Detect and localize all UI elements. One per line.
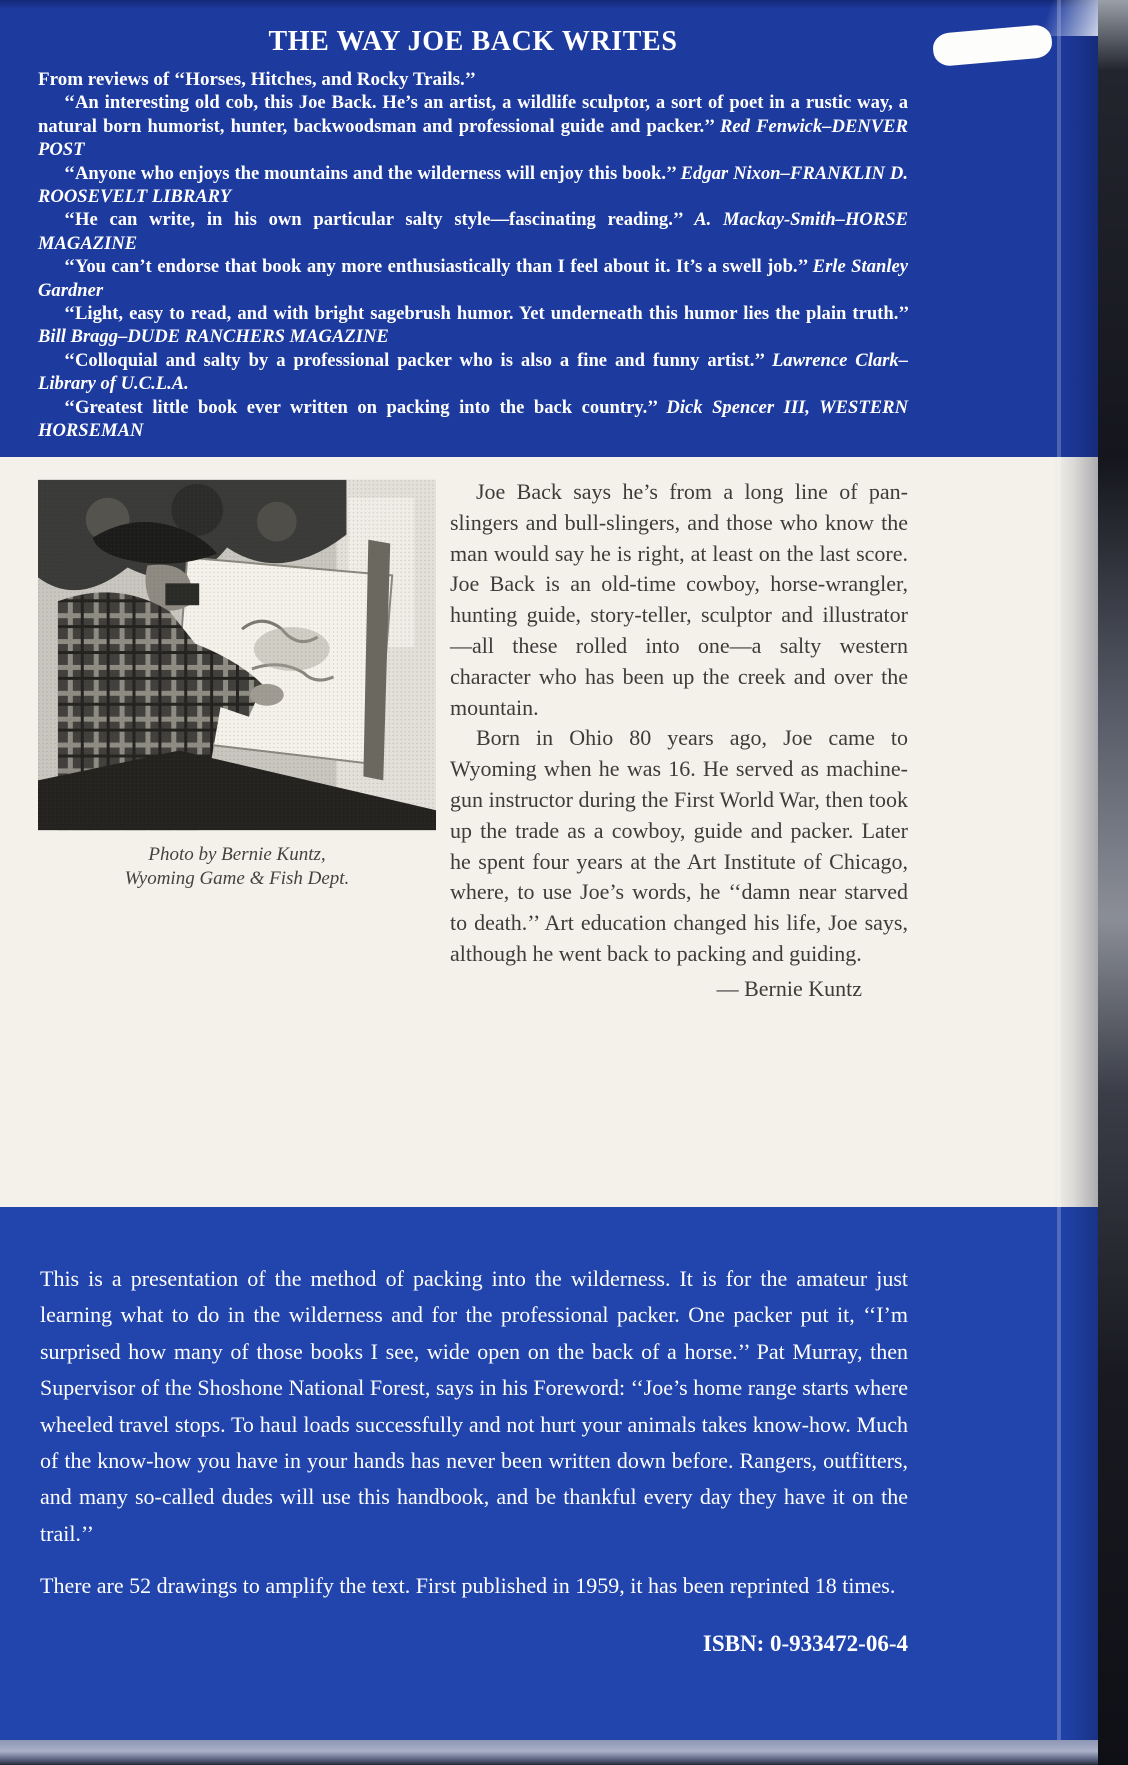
reviews-section xyxy=(0,0,1098,457)
photo-caption-line1: Photo by Bernie Kuntz, xyxy=(148,844,326,865)
photo-caption xyxy=(38,843,436,891)
joe-back-photo xyxy=(38,479,436,831)
review-attribution: Edgar Nixon–FRANKLIN D. ROOSEVELT LIBRARY xyxy=(38,162,909,208)
book-edge-bottom xyxy=(0,1740,1098,1765)
review-quote: ‘‘Colloquial and salty by a professional packer who is also a fine and funny artist.’’ xyxy=(64,349,764,371)
review-attribution: Erle Stanley Gardner xyxy=(38,256,908,301)
book-edge-right xyxy=(1098,0,1128,1765)
review-attribution: Dick Spencer III, WESTERN HORSEMAN xyxy=(38,396,908,442)
bio-paragraph-2: Born in Ohio 80 years ago, Joe came to Wyoming when he was 16. He served as machine-gun instructor during the First World War, then took up the trade as a cowboy, guide and packer. Later he spent four years at the Art Institute of Chicago, where, to use Joe’s words, he ‘‘damn near starved to death.’’ Art education changed his life, Joe says, although he went back to packing and guiding. xyxy=(450,725,908,966)
review-quote: ‘‘An interesting old cob, this Joe Back. He’s an artist, a wildlife sculptor, a sort of poet in a rustic way, a natural born humorist, hunter, backwoodsman and professional guide and packer.’’ xyxy=(38,92,908,137)
cover-fold-highlight xyxy=(1057,0,1061,1765)
photo-caption-line2: Wyoming Game & Fish Dept. xyxy=(124,868,350,889)
review-quote: ‘‘Anyone who enjoys the mountains and the wilderness will enjoy this book.’’ xyxy=(64,162,676,184)
print-history-paragraph: There are 52 drawings to amplify the text. First published in 1959, it has been reprinted 18 times. xyxy=(40,1573,896,1599)
bio-paragraph-1: Joe Back says he’s from a long line of pan-slingers and bull-slingers, and those who know the man would say he is right, at least on the last score. Joe Back is an old-time cowboy, horse-wrangler, hunting guide, story-teller, sculptor and illustrator—all these rolled into one—a salty western character who has been up the creek and over the mountain. xyxy=(450,479,908,720)
description-section xyxy=(0,1207,1098,1765)
review-item xyxy=(38,162,908,209)
review-quote: ‘‘He can write, in his own particular salty style—fascinating reading.’’ xyxy=(64,209,683,231)
review-item xyxy=(38,91,908,161)
photo-block xyxy=(38,479,450,891)
description-paragraph: This is a presentation of the method of packing into the wilderness. It is for the amateur just learning what to do in the wilderness and for the professional packer. One packer put it, ‘‘I’m surprised how many of those books I see, wide open on the back of a horse.’’ Pat Murray, then Supervisor of the Shoshone National Forest, says in his Foreword: ‘‘Joe’s home range starts where wheeled travel stops. To haul loads successfully and not hurt your animals takes know-how. Much of the know-how you have in your hands has never been written down before. Rangers, outfitters, and many so-called dudes will use this handbook, and be thankful every day they have it on the trail.’’ xyxy=(40,1266,908,1546)
review-quote: ‘‘Light, easy to read, and with bright sagebrush humor. Yet underneath this humor lies the plain truth.’’ xyxy=(64,303,908,325)
review-quote: ‘‘You can’t endorse that book any more enthusiastically than I feel about it. It’s a swell job.’’ xyxy=(64,256,808,278)
review-quote: ‘‘Greatest little book ever written on packing into the back country.’’ xyxy=(64,396,657,418)
review-item xyxy=(38,349,908,396)
review-attribution: A. Mackay-Smith–HORSE MAGAZINE xyxy=(38,209,908,254)
review-item xyxy=(38,255,908,302)
review-attribution: Bill Bragg–DUDE RANCHERS MAGAZINE xyxy=(38,326,389,348)
page-title: THE WAY JOE BACK WRITES xyxy=(268,26,678,57)
review-item xyxy=(38,302,908,349)
review-item xyxy=(38,396,908,443)
review-attribution: Lawrence Clark–Library of U.C.L.A. xyxy=(38,349,908,395)
review-attribution: Red Fenwick–DENVER POST xyxy=(38,115,908,161)
reviews-heading: From reviews of ‘‘Horses, Hitches, and Rocky Trails.’’ xyxy=(38,69,476,90)
review-item xyxy=(38,208,908,255)
bio-section xyxy=(0,457,1098,1207)
bio-signature: — Bernie Kuntz xyxy=(716,975,862,1001)
book-edge-top xyxy=(0,0,1098,9)
isbn-text: ISBN: 0-933472-06-4 xyxy=(702,1630,908,1656)
